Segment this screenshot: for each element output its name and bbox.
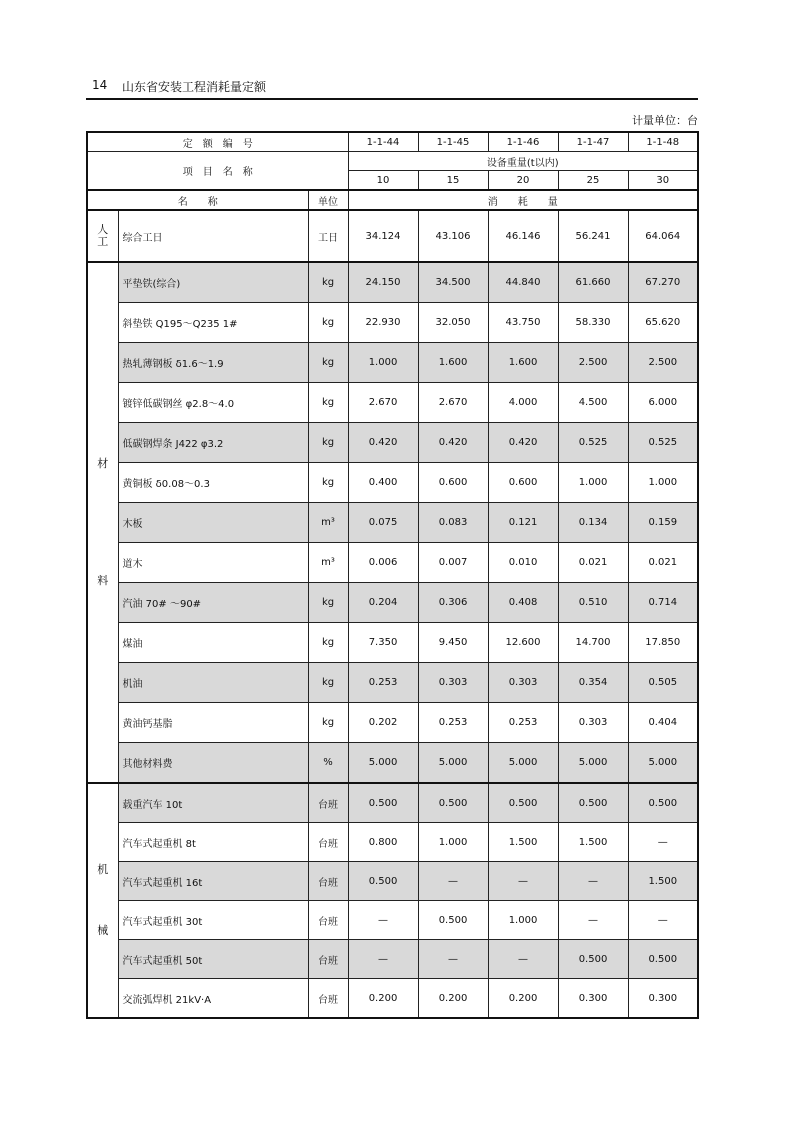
table-row xyxy=(87,343,698,383)
value-cell: 0.800 xyxy=(348,823,418,862)
value-cell: 61.660 xyxy=(558,262,628,303)
value-cell: 0.354 xyxy=(558,663,628,703)
item-name: 道木 xyxy=(118,543,308,583)
value-cell: 0.303 xyxy=(558,703,628,743)
value-cell: 64.064 xyxy=(628,210,698,262)
item-unit: 台班 xyxy=(308,940,348,979)
table-row xyxy=(87,979,698,1019)
value-cell: 4.000 xyxy=(488,383,558,423)
item-name: 机油 xyxy=(118,663,308,703)
value-cell: 0.525 xyxy=(628,423,698,463)
item-name: 综合工日 xyxy=(118,210,308,262)
item-name: 汽车式起重机 30t xyxy=(118,901,308,940)
item-name: 交流弧焊机 21kV·A xyxy=(118,979,308,1019)
value-cell: 0.500 xyxy=(348,783,418,823)
value-cell: 5.000 xyxy=(418,743,488,784)
value-cell: 0.200 xyxy=(418,979,488,1019)
value-cell: 0.006 xyxy=(348,543,418,583)
value-cell: 0.253 xyxy=(418,703,488,743)
item-unit: 台班 xyxy=(308,979,348,1019)
value-cell: 0.404 xyxy=(628,703,698,743)
value-cell: 46.146 xyxy=(488,210,558,262)
value-cell: 0.500 xyxy=(628,783,698,823)
item-unit: kg xyxy=(308,663,348,703)
item-unit: kg xyxy=(308,343,348,383)
labor-category xyxy=(87,210,118,262)
value-cell: 6.000 xyxy=(628,383,698,423)
value-cell: 0.021 xyxy=(628,543,698,583)
table-row xyxy=(87,823,698,862)
item-name: 平垫铁(综合) xyxy=(118,262,308,303)
value-cell: 1.500 xyxy=(558,823,628,862)
value-cell: 44.840 xyxy=(488,262,558,303)
value-cell: 0.253 xyxy=(488,703,558,743)
value-cell: — xyxy=(558,862,628,901)
quota-code: 1-1-46 xyxy=(488,132,558,152)
item-unit: m³ xyxy=(308,543,348,583)
value-cell: 0.420 xyxy=(488,423,558,463)
table-row xyxy=(87,783,698,823)
value-cell: 5.000 xyxy=(348,743,418,784)
value-cell: 5.000 xyxy=(558,743,628,784)
item-name: 镀锌低碳钢丝 φ2.8～4.0 xyxy=(118,383,308,423)
value-cell: 1.600 xyxy=(418,343,488,383)
value-cell: 32.050 xyxy=(418,303,488,343)
value-cell: 0.159 xyxy=(628,503,698,543)
table-row xyxy=(87,901,698,940)
value-cell: 7.350 xyxy=(348,623,418,663)
value-cell: 0.420 xyxy=(418,423,488,463)
weight-value: 30 xyxy=(628,171,698,191)
quota-code: 1-1-48 xyxy=(628,132,698,152)
quota-code: 1-1-47 xyxy=(558,132,628,152)
value-cell: 2.670 xyxy=(418,383,488,423)
item-name: 黄油钙基脂 xyxy=(118,703,308,743)
item-name: 热轧薄钢板 δ1.6～1.9 xyxy=(118,343,308,383)
value-cell: 0.600 xyxy=(418,463,488,503)
category-char: 材 xyxy=(97,457,109,471)
value-cell: 0.300 xyxy=(628,979,698,1019)
value-cell: 0.500 xyxy=(628,940,698,979)
value-cell: 67.270 xyxy=(628,262,698,303)
item-unit: kg xyxy=(308,423,348,463)
weight-value: 15 xyxy=(418,171,488,191)
value-cell: 0.200 xyxy=(488,979,558,1019)
value-cell: — xyxy=(418,940,488,979)
col-name-label: 名 称 xyxy=(87,190,308,210)
value-cell: 5.000 xyxy=(628,743,698,784)
value-cell: 34.500 xyxy=(418,262,488,303)
category-char: 械 xyxy=(97,923,109,937)
weight-value: 10 xyxy=(348,171,418,191)
value-cell: 0.303 xyxy=(418,663,488,703)
value-cell: 34.124 xyxy=(348,210,418,262)
value-cell: 0.010 xyxy=(488,543,558,583)
table-row xyxy=(87,663,698,703)
value-cell: 1.000 xyxy=(628,463,698,503)
value-cell: 0.300 xyxy=(558,979,628,1019)
value-cell: — xyxy=(348,901,418,940)
table-row xyxy=(87,743,698,784)
value-cell: 0.500 xyxy=(488,783,558,823)
page-number: 14 xyxy=(92,78,108,92)
value-cell: — xyxy=(348,940,418,979)
value-cell: 9.450 xyxy=(418,623,488,663)
materials-category xyxy=(87,262,118,783)
value-cell: 0.420 xyxy=(348,423,418,463)
value-cell: 0.500 xyxy=(418,783,488,823)
item-unit: 工日 xyxy=(308,210,348,262)
table-row xyxy=(87,303,698,343)
value-cell: 56.241 xyxy=(558,210,628,262)
value-cell: 0.200 xyxy=(348,979,418,1019)
table-row xyxy=(87,383,698,423)
category-char: 机 xyxy=(97,863,109,877)
col-unit-label: 单位 xyxy=(308,190,348,210)
item-unit: kg xyxy=(308,623,348,663)
value-cell: 0.021 xyxy=(558,543,628,583)
item-unit: % xyxy=(308,743,348,784)
item-unit: 台班 xyxy=(308,823,348,862)
table-row xyxy=(87,862,698,901)
value-cell: 1.500 xyxy=(628,862,698,901)
value-cell: 65.620 xyxy=(628,303,698,343)
value-cell: 14.700 xyxy=(558,623,628,663)
item-name: 低碳钢焊条 J422 φ3.2 xyxy=(118,423,308,463)
value-cell: 0.500 xyxy=(558,940,628,979)
value-cell: 0.408 xyxy=(488,583,558,623)
item-unit: kg xyxy=(308,262,348,303)
item-unit: 台班 xyxy=(308,901,348,940)
weight-label: 设备重量(t以内) xyxy=(348,152,698,171)
item-unit: kg xyxy=(308,463,348,503)
table-row xyxy=(87,262,698,303)
value-cell: 0.075 xyxy=(348,503,418,543)
value-cell: 0.007 xyxy=(418,543,488,583)
value-cell: 0.714 xyxy=(628,583,698,623)
table-row xyxy=(87,210,698,262)
table-row xyxy=(87,423,698,463)
category-char: 工 xyxy=(97,235,109,248)
value-cell: 0.505 xyxy=(628,663,698,703)
consumption-label: 消 耗 量 xyxy=(348,190,698,210)
value-cell: 0.121 xyxy=(488,503,558,543)
value-cell: — xyxy=(488,940,558,979)
value-cell: 0.500 xyxy=(348,862,418,901)
value-cell: 0.303 xyxy=(488,663,558,703)
value-cell: 58.330 xyxy=(558,303,628,343)
value-cell: — xyxy=(628,901,698,940)
item-unit: kg xyxy=(308,383,348,423)
value-cell: 0.083 xyxy=(418,503,488,543)
value-cell: 17.850 xyxy=(628,623,698,663)
table-row xyxy=(87,543,698,583)
item-name: 载重汽车 10t xyxy=(118,783,308,823)
unit-note: 计量单位：台 xyxy=(632,114,698,127)
value-cell: 5.000 xyxy=(488,743,558,784)
table-row xyxy=(87,503,698,543)
value-cell: 12.600 xyxy=(488,623,558,663)
value-cell: 1.000 xyxy=(558,463,628,503)
book-title: 山东省安装工程消耗量定额 xyxy=(122,80,267,94)
value-cell: 1.500 xyxy=(488,823,558,862)
category-char: 人 xyxy=(97,222,109,236)
value-cell: — xyxy=(488,862,558,901)
value-cell: 0.202 xyxy=(348,703,418,743)
weight-value: 20 xyxy=(488,171,558,191)
item-name: 汽油 70# ～90# xyxy=(118,583,308,623)
item-unit: 台班 xyxy=(308,862,348,901)
item-name-label: 项 目 名 称 xyxy=(87,152,348,191)
value-cell: 1.000 xyxy=(348,343,418,383)
item-unit: kg xyxy=(308,703,348,743)
item-name: 煤油 xyxy=(118,623,308,663)
value-cell: 0.253 xyxy=(348,663,418,703)
page-header xyxy=(86,74,698,100)
table-row xyxy=(87,623,698,663)
weight-value: 25 xyxy=(558,171,628,191)
value-cell: 1.600 xyxy=(488,343,558,383)
value-cell: 0.400 xyxy=(348,463,418,503)
value-cell: — xyxy=(628,823,698,862)
value-cell: 2.670 xyxy=(348,383,418,423)
item-unit: 台班 xyxy=(308,783,348,823)
item-name: 木板 xyxy=(118,503,308,543)
table-row xyxy=(87,583,698,623)
item-unit: m³ xyxy=(308,503,348,543)
item-name: 汽车式起重机 50t xyxy=(118,940,308,979)
value-cell: 2.500 xyxy=(628,343,698,383)
value-cell: 43.750 xyxy=(488,303,558,343)
quota-table xyxy=(86,131,699,1019)
value-cell: 0.525 xyxy=(558,423,628,463)
quota-code: 1-1-45 xyxy=(418,132,488,152)
value-cell: 1.000 xyxy=(418,823,488,862)
value-cell: — xyxy=(418,862,488,901)
category-char: 料 xyxy=(97,573,109,587)
value-cell: 0.510 xyxy=(558,583,628,623)
value-cell: 0.600 xyxy=(488,463,558,503)
value-cell: 4.500 xyxy=(558,383,628,423)
table-row xyxy=(87,463,698,503)
item-name: 汽车式起重机 8t xyxy=(118,823,308,862)
value-cell: 24.150 xyxy=(348,262,418,303)
value-cell: — xyxy=(558,901,628,940)
item-unit: kg xyxy=(308,583,348,623)
machinery-category xyxy=(87,783,118,1018)
value-cell: 0.500 xyxy=(418,901,488,940)
item-name: 其他材料费 xyxy=(118,743,308,784)
value-cell: 22.930 xyxy=(348,303,418,343)
quota-no-label: 定 额 编 号 xyxy=(87,132,348,152)
value-cell: 1.000 xyxy=(488,901,558,940)
item-name: 黄铜板 δ0.08～0.3 xyxy=(118,463,308,503)
item-unit: kg xyxy=(308,303,348,343)
quota-code: 1-1-44 xyxy=(348,132,418,152)
table-row xyxy=(87,703,698,743)
value-cell: 0.134 xyxy=(558,503,628,543)
value-cell: 0.306 xyxy=(418,583,488,623)
value-cell: 0.204 xyxy=(348,583,418,623)
value-cell: 0.500 xyxy=(558,783,628,823)
table-row xyxy=(87,940,698,979)
value-cell: 43.106 xyxy=(418,210,488,262)
value-cell: 2.500 xyxy=(558,343,628,383)
item-name: 汽车式起重机 16t xyxy=(118,862,308,901)
item-name: 斜垫铁 Q195～Q235 1# xyxy=(118,303,308,343)
